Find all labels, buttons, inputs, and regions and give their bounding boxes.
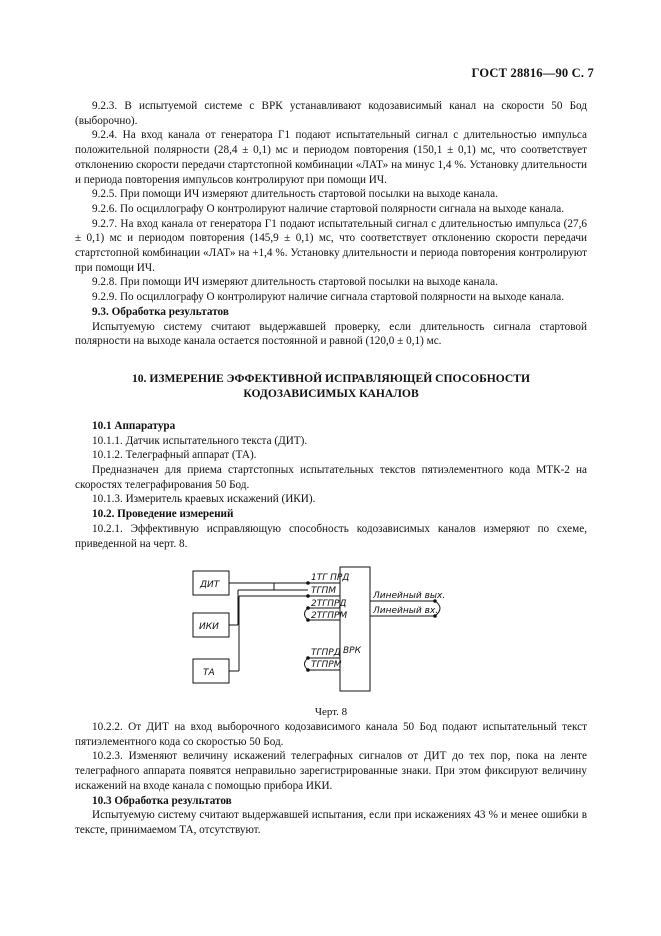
line-out-label: Линейный вых. — [373, 591, 446, 602]
figure-caption: Черт. 8 — [314, 706, 348, 719]
subsection-title: 10.2. Проведение измерений — [92, 508, 234, 521]
document-body — [75, 99, 587, 838]
dit-label: ДИТ — [200, 580, 220, 591]
vrk-box — [340, 567, 370, 691]
iki-label: ИКИ — [199, 622, 219, 633]
subsection-title: 9.3. Обработка результатов — [92, 305, 229, 318]
diagram-figure — [75, 555, 587, 705]
section-heading-line1: 10. ИЗМЕРЕНИЕ ЭФФЕКТИВНОЙ ИСПРАВЛЯЮЩЕЙ СПОСОБНОСТИ — [131, 371, 531, 385]
paragraph: 9.2.7. На вход канала от генератора Г1 подают испытательный сигнал с длительностью импульса (27,6 ± 0,1) мс и периодом повторения (145,9 ± 0,1) мс, что соответствует отклонению скорости передачи стартстопной комбинации «ЛАТ» на +1,4 %. Установку длительности и периода повторения контролируют при помощи ИЧ. — [75, 217, 587, 274]
paragraph: 9.2.9. По осциллографу О контролируют наличие сигнала стартовой полярности на выходе канала. — [92, 291, 564, 304]
line-in-label: Линейный вх. — [373, 606, 439, 617]
paragraph: 10.2.1. Эффективную исправляющую способность кодозависимых каналов измеряют по схеме, приведенной на черт. 8. — [75, 522, 587, 550]
port-label: 2ТГПРД — [311, 599, 347, 610]
paragraph: 9.2.6. По осциллографу О контролируют наличие стартовой полярности сигнала на выходе канала. — [92, 202, 564, 215]
port-label: 1ТГ ПРД — [311, 573, 350, 584]
paragraph: Предназначен для приема стартстопных испытательных текстов пятиэлементного кода МТК-2 на скоростях телеграфирования 50 Бод. — [75, 464, 587, 491]
port-label: ТГПРД — [311, 648, 341, 659]
section-heading — [75, 371, 587, 401]
port-label: ТГПМ — [311, 586, 337, 597]
paragraph: Испытуемую систему считают выдержавшей проверку, если длительность сигнала стартовой полярности на выходе канала остается постоянной и равной (120,0 ± 0,1) мс. — [75, 320, 587, 348]
paragraph: 9.2.8. При помощи ИЧ измеряют длительность стартовой посылки на выходе канала. — [92, 276, 498, 289]
paragraph: 10.2.3. Изменяют величину искажений телеграфных сигналов от ДИТ до тех пор, пока на ленте телеграфного аппарата появятся неправильно зарегистрированные знаки. При этом фиксируют величину искажений на входе канала с помощью прибора ИКИ. — [75, 750, 587, 792]
subsection-title: 10.3 Обработка результатов — [92, 794, 232, 807]
paragraph: 10.1.2. Телеграфный аппарат (ТА). — [92, 449, 257, 462]
page-header: ГОСТ 28816—90 С. 7 — [471, 66, 594, 80]
paragraph: 10.1.1. Датчик испытательного текста (ДИТ). — [92, 434, 308, 447]
port-label: ТГПРМ — [311, 660, 342, 671]
port-label: 2ТГПРМ — [311, 611, 348, 622]
paragraph: 9.2.4. На вход канала от генератора Г1 подают испытательный сигнал с длительностью импульса положительной полярности (28,4 ± 0,1) мс и периодом повторения (150,1 ± 0,1) мс, что соответствует отклонению скорости передачи стартстопной комбинации «ЛАТ» на минус 1,4 %. Установку длительности и периода повторения импульсов контролируют при помощи ИЧ. — [75, 129, 587, 186]
paragraph: Испытуемую систему считают выдержавшей испытания, если при искажениях 43 % и менее ошибки в тексте, принимаемом ТА, отсутствуют. — [75, 809, 587, 836]
paragraph: 10.1.3. Измеритель краевых искажений (ИКИ). — [92, 493, 316, 506]
paragraph: 9.2.5. При помощи ИЧ измеряют длительность стартовой посылки на выходе канала. — [92, 188, 498, 201]
section-heading-line2: КОДОЗАВИСИМЫХ КАНАЛОВ — [243, 386, 419, 400]
vrk-label: ВРК — [343, 646, 361, 657]
paragraph: 9.2.3. В испытуемой системе с ВРК устанавливают кодозависимый канал на скорости 50 Бод (выборочно). — [75, 100, 587, 127]
subsection-title: 10.1 Аппаратура — [92, 419, 176, 432]
paragraph: 10.2.2. От ДИТ на вход выборочного кодозависимого канала 50 Бод подают испытательный текст пятиэлементного кода со скоростью 50 Бод. — [75, 720, 587, 748]
ta-label: ТА — [203, 668, 215, 679]
diagram-svg — [75, 555, 587, 705]
